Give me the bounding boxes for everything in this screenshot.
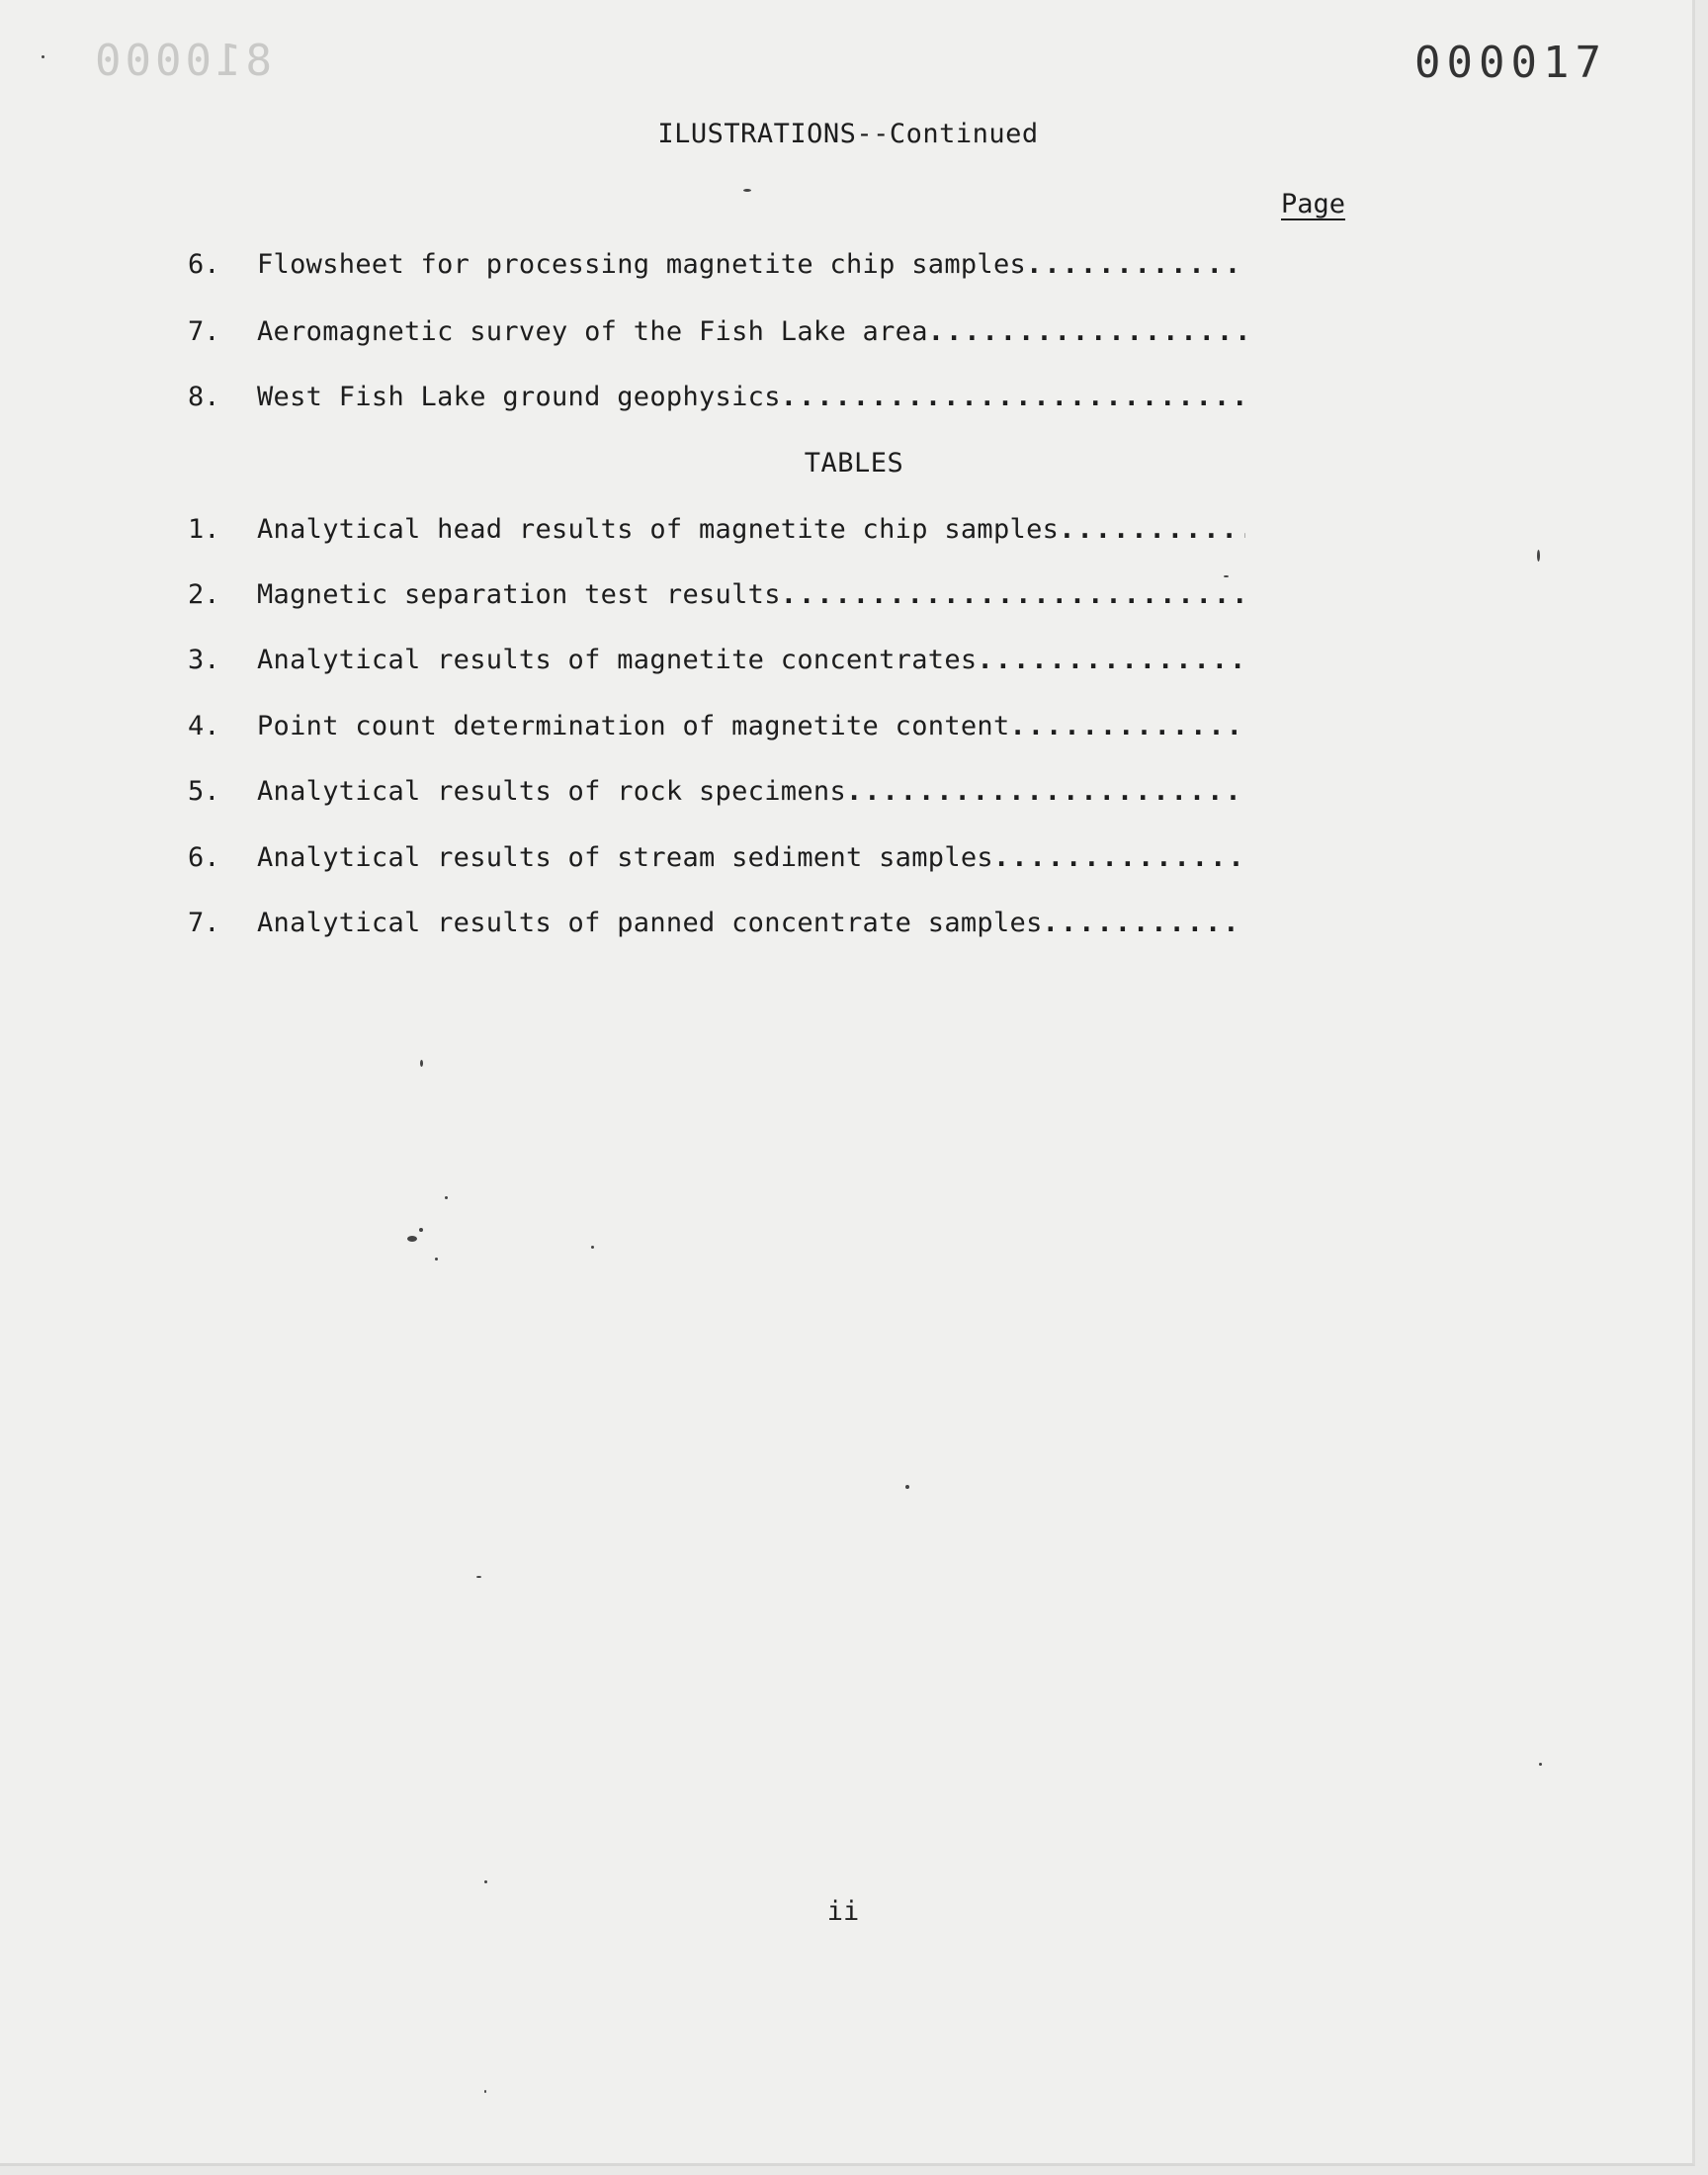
scan-speck — [419, 1228, 423, 1232]
entry-number: 8. — [188, 382, 220, 412]
entry-number: 4. — [188, 711, 220, 741]
list-item — [188, 579, 1245, 610]
entry-title: Analytical head results of magnetite chip samples — [257, 514, 1060, 545]
dot-leader — [1059, 514, 1245, 545]
scan-speck — [42, 55, 44, 58]
scan-speck — [905, 1485, 909, 1489]
section-title: ILUSTRATIONS--Continued — [657, 119, 1039, 149]
list-item — [188, 382, 1245, 412]
entry-number: 2. — [188, 579, 220, 610]
scan-speck — [1539, 1763, 1542, 1766]
scan-speck — [1224, 575, 1229, 577]
list-item — [188, 645, 1245, 675]
dot-leader — [928, 316, 1245, 347]
dot-leader — [1026, 249, 1245, 280]
dot-leader — [1043, 908, 1245, 938]
entry-title: Magnetic separation test results — [257, 579, 781, 610]
list-item — [188, 514, 1245, 545]
entry-number: 1. — [188, 514, 220, 545]
scan-speck — [484, 1880, 487, 1883]
entry-title: West Fish Lake ground geophysics — [257, 382, 781, 412]
scan-speck — [445, 1196, 448, 1199]
scan-speck — [476, 1576, 481, 1578]
page-folio: ii — [826, 1896, 860, 1927]
entry-title: Analytical results of rock specimens — [257, 776, 846, 807]
dot-leader — [977, 645, 1245, 675]
tables-heading: TABLES — [804, 448, 904, 478]
page-column-label: Page — [1281, 189, 1346, 219]
entry-title: Analytical results of panned concentrate samples — [257, 908, 1043, 938]
scan-speck — [484, 2090, 486, 2093]
dot-leader — [993, 842, 1245, 873]
entry-title: Analytical results of magnetite concentrates — [257, 645, 978, 675]
scan-speck — [407, 1236, 417, 1242]
stamp-number: 000017 — [1414, 38, 1607, 88]
list-item — [188, 842, 1245, 873]
list-item — [188, 908, 1245, 938]
entry-number: 7. — [188, 316, 220, 347]
list-item — [188, 776, 1245, 807]
scan-speck — [420, 1060, 423, 1067]
entry-title: Point count determination of magnetite content — [257, 711, 1010, 741]
list-item — [188, 316, 1245, 347]
entry-number: 6. — [188, 842, 220, 873]
list-item — [188, 711, 1245, 741]
dot-leader — [846, 776, 1245, 807]
list-item — [188, 249, 1245, 280]
scan-speck — [1537, 550, 1540, 562]
entry-number: 3. — [188, 645, 220, 675]
dot-leader — [781, 579, 1245, 610]
entry-number: 7. — [188, 908, 220, 938]
dot-leader — [781, 382, 1245, 412]
scan-speck — [435, 1258, 438, 1261]
scan-speck — [591, 1246, 594, 1249]
entry-number: 5. — [188, 776, 220, 807]
entry-title: Aeromagnetic survey of the Fish Lake area — [257, 316, 928, 347]
entry-number: 6. — [188, 249, 220, 280]
scan-speck — [743, 189, 751, 192]
dot-leader — [1010, 711, 1245, 741]
entry-title: Flowsheet for processing magnetite chip samples — [257, 249, 1027, 280]
faint-stamp-number: 810000 — [91, 36, 272, 86]
entry-title: Analytical results of stream sediment samples — [257, 842, 993, 873]
